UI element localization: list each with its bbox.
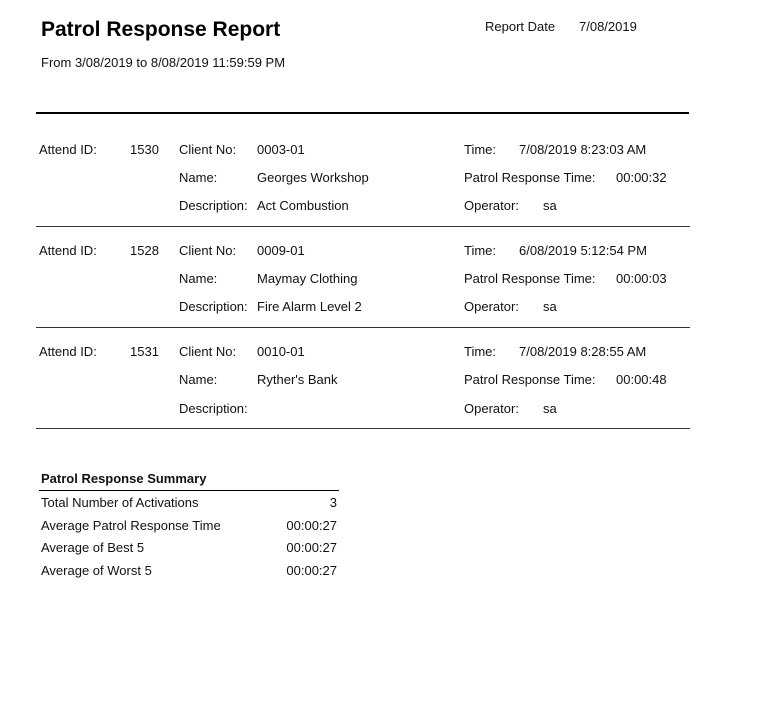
summary-value: 00:00:27 <box>286 563 337 579</box>
patrol-response-time-value: 00:00:03 <box>616 271 667 286</box>
description-value: Act Combustion <box>257 198 349 213</box>
attend-id-value: 1531 <box>130 344 159 359</box>
time-value: 7/08/2019 8:23:03 AM <box>519 142 647 157</box>
name-label: Name: <box>179 372 218 387</box>
time-value: 7/08/2019 8:28:55 AM <box>519 344 647 359</box>
client-no-value: 0003-01 <box>257 142 305 157</box>
name-label: Name: <box>179 170 218 185</box>
summary-row <box>39 491 339 514</box>
attend-id-label: Attend ID: <box>39 243 97 258</box>
record-divider <box>36 428 690 429</box>
record-divider <box>36 226 690 227</box>
report-title: Patrol Response Report <box>41 18 281 41</box>
operator-label: Operator: <box>464 198 519 213</box>
client-no-label: Client No: <box>179 243 237 258</box>
attend-id-value: 1528 <box>130 243 159 258</box>
summary-row <box>39 559 339 582</box>
patrol-response-time-label: Patrol Response Time: <box>464 170 596 185</box>
name-value: Maymay Clothing <box>257 271 358 286</box>
client-no-label: Client No: <box>179 344 237 359</box>
summary-row <box>39 536 339 559</box>
patrol-response-time-value: 00:00:32 <box>616 170 667 185</box>
client-no-value: 0010-01 <box>257 344 305 359</box>
record-row <box>0 243 782 343</box>
operator-value: sa <box>543 401 557 416</box>
operator-label: Operator: <box>464 299 519 314</box>
report-date-label: Report Date <box>485 19 556 34</box>
record-row <box>0 142 782 242</box>
attend-id-label: Attend ID: <box>39 344 97 359</box>
time-label: Time: <box>464 243 497 258</box>
attend-id-label: Attend ID: <box>39 142 97 157</box>
summary-label: Average of Best 5 <box>41 540 145 556</box>
report-date-range: From 3/08/2019 to 8/08/2019 11:59:59 PM <box>41 55 286 70</box>
description-label: Description: <box>179 299 248 314</box>
summary-label: Average Patrol Response Time <box>41 517 221 533</box>
operator-label: Operator: <box>464 401 519 416</box>
report-date-value: 7/08/2019 <box>579 19 637 34</box>
client-no-value: 0009-01 <box>257 243 305 258</box>
patrol-response-summary <box>39 470 339 582</box>
time-label: Time: <box>464 344 497 359</box>
record-divider <box>36 327 690 328</box>
description-value: Fire Alarm Level 2 <box>257 299 362 314</box>
record-row <box>0 344 782 444</box>
header-divider <box>36 112 689 114</box>
name-value: Georges Workshop <box>257 170 369 185</box>
attend-id-value: 1530 <box>130 142 159 157</box>
patrol-response-time-label: Patrol Response Time: <box>464 372 596 387</box>
summary-value: 3 <box>329 495 337 510</box>
name-label: Name: <box>179 271 218 286</box>
description-label: Description: <box>179 401 248 416</box>
summary-value: 00:00:27 <box>286 517 337 533</box>
time-label: Time: <box>464 142 497 157</box>
summary-label: Average of Worst 5 <box>41 563 152 579</box>
operator-value: sa <box>543 198 557 213</box>
patrol-response-time-label: Patrol Response Time: <box>464 271 596 286</box>
patrol-response-time-value: 00:00:48 <box>616 372 667 387</box>
operator-value: sa <box>543 299 557 314</box>
client-no-label: Client No: <box>179 142 237 157</box>
summary-title: Patrol Response Summary <box>41 471 207 486</box>
name-value: Ryther's Bank <box>257 372 338 387</box>
summary-row <box>39 514 339 537</box>
time-value: 6/08/2019 5:12:54 PM <box>519 243 647 258</box>
description-label: Description: <box>179 198 248 213</box>
summary-label: Total Number of Activations <box>41 495 199 510</box>
summary-value: 00:00:27 <box>286 540 337 556</box>
